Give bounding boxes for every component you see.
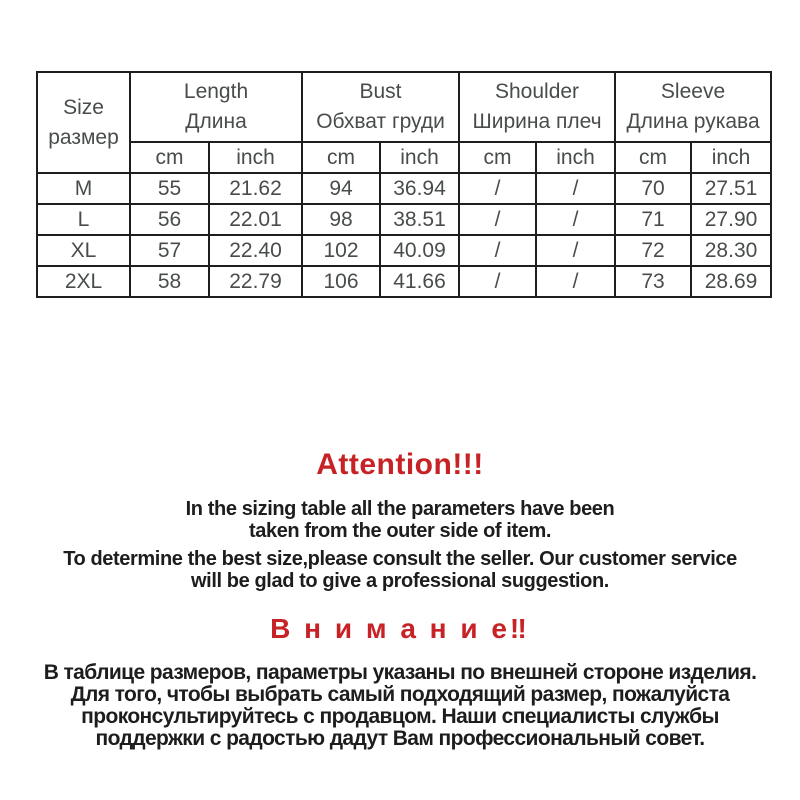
attention-paragraph-en-2	[0, 548, 800, 592]
table-row-xl	[37, 235, 771, 266]
unit-header-length-cm: cm	[130, 142, 209, 173]
size-cell: XL	[37, 235, 130, 266]
attention-paragraph-ru	[0, 662, 800, 750]
column-header-size-ru: размер	[48, 125, 119, 149]
unit-header-length-inch: inch	[209, 142, 302, 173]
column-header-length-ru: Длина	[185, 110, 247, 133]
attention-title-ru: В н и м а н и е‼	[270, 613, 530, 644]
table-cell: 70	[615, 173, 691, 204]
table-cell: 73	[615, 266, 691, 297]
column-header-size-en: Size	[63, 95, 104, 119]
attention-line: In the sizing table all the parameters have been	[185, 498, 615, 520]
table-cell: 22.01	[209, 204, 302, 235]
column-header-shoulder	[459, 72, 615, 142]
table-cell: 22.79	[209, 266, 302, 297]
attention-paragraph-en-1	[0, 498, 800, 542]
unit-header-shoulder-cm: cm	[459, 142, 536, 173]
size-chart-table	[36, 71, 772, 298]
table-cell: 21.62	[209, 173, 302, 204]
column-header-shoulder-ru: Ширина плеч	[472, 110, 602, 133]
attention-line: To determine the best size,please consult the seller. Our customer service	[63, 548, 737, 570]
table-cell: 98	[302, 204, 380, 235]
unit-header-bust-inch: inch	[380, 142, 459, 173]
table-row-2xl	[37, 266, 771, 297]
table-cell: 27.90	[691, 204, 771, 235]
table-cell: 38.51	[380, 204, 459, 235]
table-cell: 55	[130, 173, 209, 204]
table-cell: 56	[130, 204, 209, 235]
table-cell: /	[536, 266, 615, 297]
column-header-sleeve	[615, 72, 771, 142]
attention-line: Для того, чтобы выбрать самый подходящий размер, пожалуйста	[70, 683, 730, 706]
table-cell: 102	[302, 235, 380, 266]
column-header-shoulder-en: Shoulder	[494, 80, 580, 103]
size-cell: 2XL	[37, 266, 130, 297]
table-cell: 71	[615, 204, 691, 235]
column-header-bust	[302, 72, 459, 142]
attention-line: В таблице размеров, параметры указаны по внешней стороне изделия.	[43, 661, 757, 684]
column-header-length	[130, 72, 302, 142]
attention-title-en: Attention!!!	[316, 448, 484, 481]
table-cell: 27.51	[691, 173, 771, 204]
table-cell: /	[459, 173, 536, 204]
size-cell: L	[37, 204, 130, 235]
table-cell: /	[459, 204, 536, 235]
attention-line: taken from the outer side of item.	[248, 520, 551, 542]
attention-section	[0, 448, 800, 750]
unit-header-shoulder-inch: inch	[536, 142, 615, 173]
column-header-size	[37, 72, 130, 173]
table-cell: 22.40	[209, 235, 302, 266]
table-cell: /	[536, 235, 615, 266]
table-cell: /	[459, 235, 536, 266]
unit-header-sleeve-inch: inch	[691, 142, 771, 173]
table-cell: 94	[302, 173, 380, 204]
table-row-m	[37, 173, 771, 204]
table-cell: 36.94	[380, 173, 459, 204]
column-header-bust-en: Bust	[359, 80, 402, 103]
size-cell: M	[37, 173, 130, 204]
table-cell: /	[536, 173, 615, 204]
unit-header-bust-cm: cm	[302, 142, 380, 173]
table-cell: 40.09	[380, 235, 459, 266]
attention-line: проконсультируйтесь с продавцом. Наши специалисты службы	[81, 705, 719, 728]
table-cell: 28.69	[691, 266, 771, 297]
attention-line: will be glad to give a professional suggestion.	[191, 570, 609, 592]
table-cell: 28.30	[691, 235, 771, 266]
column-header-sleeve-en: Sleeve	[660, 80, 726, 103]
column-header-length-en: Length	[183, 80, 249, 103]
table-cell: 72	[615, 235, 691, 266]
attention-line: поддержки с радостью дадут Вам профессиональный совет.	[95, 727, 705, 750]
table-cell: 41.66	[380, 266, 459, 297]
table-cell: 58	[130, 266, 209, 297]
header-group-row	[37, 72, 771, 142]
column-header-bust-ru: Обхват груди	[316, 110, 445, 133]
table-cell: /	[536, 204, 615, 235]
table-cell: /	[459, 266, 536, 297]
header-unit-row	[37, 142, 771, 173]
table-cell: 57	[130, 235, 209, 266]
unit-header-sleeve-cm: cm	[615, 142, 691, 173]
table-cell: 106	[302, 266, 380, 297]
column-header-sleeve-ru: Длина рукава	[626, 110, 760, 133]
table-row-l	[37, 204, 771, 235]
